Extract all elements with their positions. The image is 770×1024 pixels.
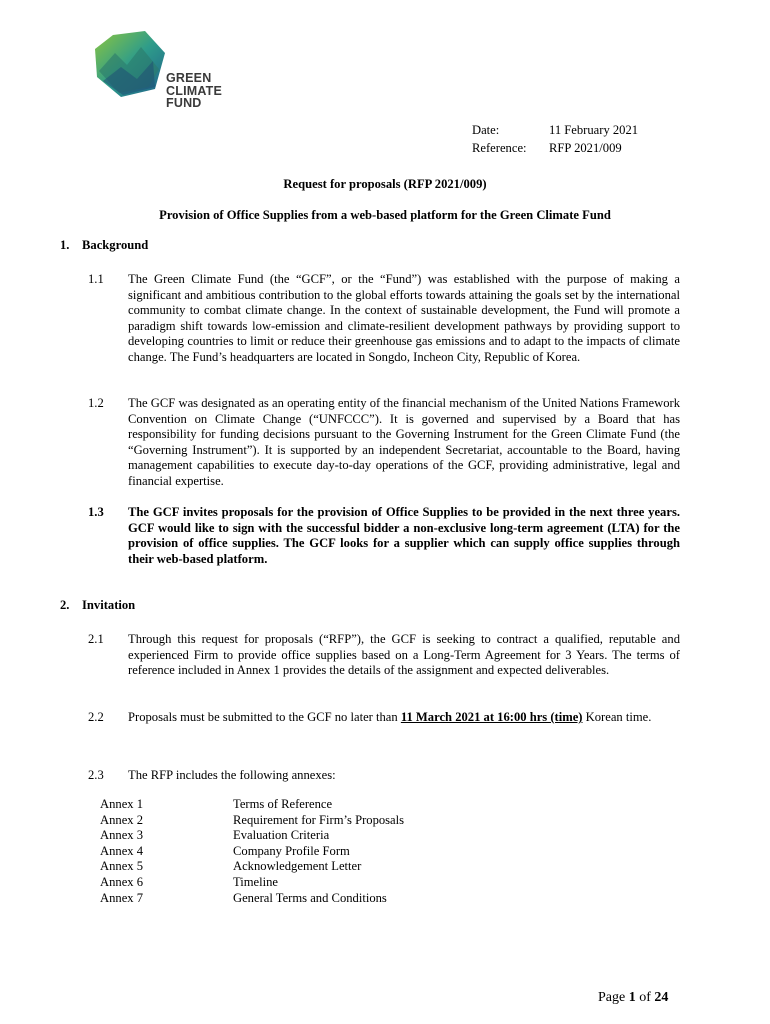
document-title: Request for proposals (RFP 2021/009) [283,177,487,191]
paragraph-2-3: 2.3 The RFP includes the following annexes: [88,768,336,782]
date-row [472,123,638,141]
reference-value: RFP 2021/009 [549,140,622,155]
reference-row [472,141,638,159]
date-label: Date: [472,123,500,137]
annex-row: Annex 5 Acknowledgement Letter [100,859,362,874]
paragraph-1-3: 1.3 The GCF invites proposals for the provision of Office Supplies to be provided in the next three years. GCF would like to sign with the successful bidder a non-exclusive long-term agreement (LTA) for the provision of office supplies. The GCF looks for a supplier which can supply office supplies through their web-based platform. [88,505,680,566]
gcf-logo-emblem-icon [93,31,173,103]
section-2-heading: 2. Invitation [60,598,136,612]
annex-row: Annex 1 Terms of Reference [100,797,333,811]
annex-row: Annex 2 Requirement for Firm’s Proposals [100,812,405,827]
date-value: 11 February 2021 [549,123,639,137]
section-1-heading: 1. Background [60,238,149,252]
paragraph-1-2: 1.2 The GCF was designated as an operating entity of the financial mechanism of the United Nations Framework Convention on Climate Change (“UNFCCC”). It is governed and supervised by a Board that has responsibility for funding decisions pursuant to the Governing Instrument for the Green Climate Fund (the “Governing Instrument”). It is supported by an independent Secretariat, accountable to the Board, having management capabilities to execute day-to-day operations of the GCF, providing administrative, legal and financial expertise. [88,396,680,488]
paragraph-2-2: 2.2 Proposals must be submitted to the GCF no later than 11 March 2021 at 16:00 hrs (time) Korean time. [88,710,652,724]
annex-row: Annex 4 Company Profile Form [100,843,350,858]
reference-label: Reference: [472,140,527,155]
document-subtitle: Provision of Office Supplies from a web-based platform for the Green Climate Fund [159,208,611,222]
annex-row: Annex 7 General Terms and Conditions [100,890,387,905]
annex-row: Annex 6 Timeline [100,874,279,889]
deadline-text: 11 March 2021 at 16:00 hrs (time) [400,710,583,724]
paragraph-1-1: 1.1 The Green Climate Fund (the “GCF”, or the “Fund”) was established with the purpose of making a significant and ambitious contribution to the global efforts towards attaining the goals set by the international community to combat climate change. In the context of sustainable development, the Fund will promote a paradigm shift towards low-emission and climate-resilient development pathways by providing support to developing countries to limit or reduce their greenhouse gas emissions and to adapt to the impacts of climate change. The Fund’s headquarters are located in Songdo, Incheon City, Republic of Korea. [88,272,680,364]
annex-row: Annex 3 Evaluation Criteria [100,828,330,843]
page-number: Page 1 of 24 [598,990,669,1005]
paragraph-2-1: 2.1 Through this request for proposals (“RFP”), the GCF is seeking to contract a qualified, reputable and experienced Firm to provide office supplies based on a Long-Term Agreement for 3 Years. The terms of reference included in Annex 1 provides the details of the assignment and expected deliverables. [88,632,680,678]
gcf-logo-wordmark: GREEN CLIMATE FUND [166,71,223,111]
document-meta [472,123,638,158]
annex-list [100,797,404,906]
